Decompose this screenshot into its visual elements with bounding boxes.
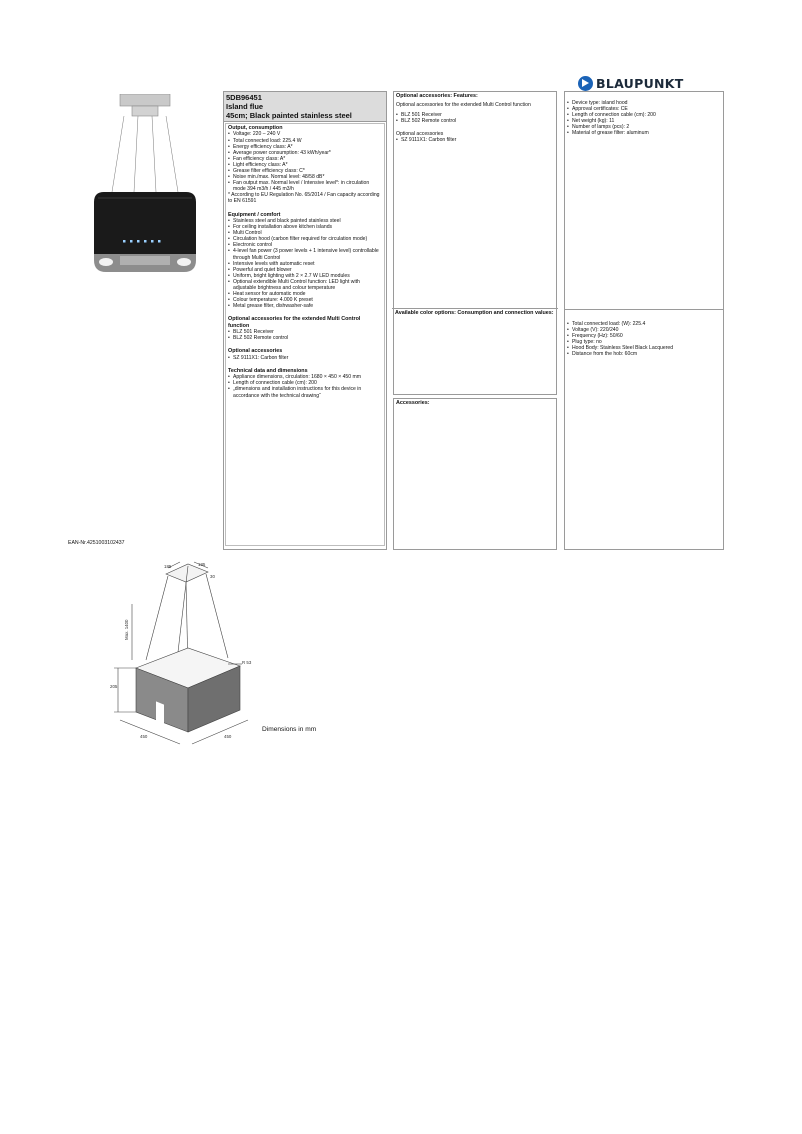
play-icon	[578, 76, 593, 91]
bullet-list	[567, 100, 721, 137]
list-item: • Metal grease filter, dishwasher-safe	[228, 303, 382, 309]
list-item: • Circulation hood (carbon filter required for circulation mode)	[228, 236, 382, 242]
list-item: • Voltage: 220 – 240 V	[228, 131, 382, 137]
list-item: • BLZ 501 Receiver	[396, 112, 554, 118]
list-item: • Total connected load: 225.4 W	[228, 138, 382, 144]
dim-label: Max. 1400	[124, 619, 129, 640]
bullet-list	[567, 321, 721, 358]
list-item: • Length of connection cable (cm): 200	[567, 112, 721, 118]
list-item: • Intensive levels with automatic reset	[228, 261, 382, 267]
dim-label: 30	[210, 574, 215, 579]
dim-label: 450	[140, 734, 148, 739]
product-code: 5DB96451	[226, 93, 262, 102]
list-item: • Heat sensor for automatic mode	[228, 291, 382, 297]
list-item: • Noise min./max. Normal level: 48/58 dB*	[228, 174, 382, 180]
features-column	[393, 91, 557, 395]
list-item: • Distance from the hob: 60cm	[567, 351, 721, 357]
list-item: • Plug type: no	[567, 339, 721, 345]
dim-label: 185	[198, 562, 206, 567]
list-item: • Average power consumption: 43 kWh/year*	[228, 150, 382, 156]
section-title: Equipment / comfort	[228, 211, 281, 218]
details-column	[564, 91, 724, 550]
list-item: • Voltage (V): 220/240	[567, 327, 721, 333]
bullet-list	[228, 374, 382, 398]
list-item: • Appliance dimensions, circulation: 1680 × 450 × 450 mm	[228, 374, 382, 380]
bullet-list	[396, 137, 554, 143]
bullet-list	[396, 112, 554, 124]
bullet-list	[228, 131, 382, 192]
list-item: • BLZ 501 Receiver	[228, 329, 382, 335]
divider	[393, 308, 557, 317]
list-item: • Stainless steel and black painted stainless steel	[228, 218, 382, 224]
list-item: • Powerful and quiet blower	[228, 267, 382, 273]
features-intro: Optional accessories for the extended Multi Control function	[396, 102, 531, 109]
product-image	[90, 94, 200, 278]
list-item: • Device type: island hood	[567, 100, 721, 106]
list-item: • Light efficiency class: A*	[228, 162, 382, 168]
footnote: * According to EU Regulation No. 65/2014 / Fan capacity according to EN 61591	[228, 192, 380, 205]
dim-label: 205	[110, 684, 118, 689]
list-item: • Frequency (Hz): 50/60	[567, 333, 721, 339]
list-item: • Number of lamps (pcs): 2	[567, 124, 721, 130]
accessories-column	[393, 398, 557, 550]
list-item: • „dimensions and installation instructions for this device in accordance with the technical drawing“	[228, 386, 382, 398]
color-options-title: Available color options: Consumption and connection values:	[395, 310, 554, 316]
product-header	[224, 92, 386, 122]
technical-drawing	[108, 560, 268, 750]
ean-number: EAN-Nr.4251003102437	[68, 540, 125, 546]
list-item: • Multi Control	[228, 230, 382, 236]
section-title: Optional accessories for the extended Multi Control function	[228, 316, 361, 329]
list-item: • Material of grease filter: aluminum	[567, 130, 721, 136]
list-item: • Net weight (kg): 11	[567, 118, 721, 124]
list-item: • Grease filter efficiency class: C*	[228, 168, 382, 174]
features-title: Optional accessories: Features:	[396, 93, 478, 99]
spec-column-main	[223, 91, 387, 550]
dim-label: 185	[164, 564, 172, 569]
divider	[564, 309, 724, 310]
list-item: • Fan efficiency class: A*	[228, 156, 382, 162]
section-title: Output, consumption	[228, 125, 283, 131]
list-item: • BLZ 502 Remote control	[228, 335, 382, 341]
list-item: • Uniform, bright lighting with 2 × 2.7 W LED modules	[228, 273, 382, 279]
section-title: Technical data and dimensions	[228, 367, 308, 374]
list-item: • Hood Body: Stainless Steel Black Lacquered	[567, 345, 721, 351]
list-item: • SZ 9111X1: Carbon filter	[396, 137, 554, 143]
list-item: • Optional extendible Multi Control function: LED light with adjustable brightness and colour temperature	[228, 279, 382, 291]
optional-title: Optional accessories	[396, 130, 444, 137]
list-item: • Fan output max. Normal level / Intensive level*: in circulation mode 394 m3/h / 445 m3/h	[228, 180, 382, 192]
list-item: • SZ 9111X1: Carbon filter	[228, 355, 382, 361]
dim-label: R 53	[242, 660, 252, 665]
product-variant: 45cm; Black painted stainless steel	[226, 111, 352, 120]
section-title: Optional accessories	[228, 348, 283, 355]
product-type: Island flue	[226, 102, 264, 111]
spec-body	[225, 123, 385, 546]
list-item: • BLZ 502 Remote control	[396, 118, 554, 124]
brand-name: BLAUPUNKT	[596, 75, 684, 91]
brand-logo	[578, 74, 690, 92]
dim-label: 450	[224, 734, 232, 739]
list-item: • Energy efficiency class: A*	[228, 144, 382, 150]
list-item: • Total connected load: (W): 225.4	[567, 321, 721, 327]
list-item: • Colour temperature: 4.000 K preset	[228, 297, 382, 303]
list-item: • Electronic control	[228, 242, 382, 248]
accessories-title: Accessories:	[396, 400, 430, 406]
bullet-list	[228, 218, 382, 309]
list-item: • 4-level fan power (3 power levels + 1 intensive level) controllable through Multi Control	[228, 248, 382, 260]
bullet-list	[228, 329, 382, 341]
list-item: • Approval certificates: CE	[567, 106, 721, 112]
list-item: • For ceiling installation above kitchen islands	[228, 224, 382, 230]
list-item: • Length of connection cable (cm): 200	[228, 380, 382, 386]
dimensions-caption: Dimensions in mm	[262, 726, 317, 733]
